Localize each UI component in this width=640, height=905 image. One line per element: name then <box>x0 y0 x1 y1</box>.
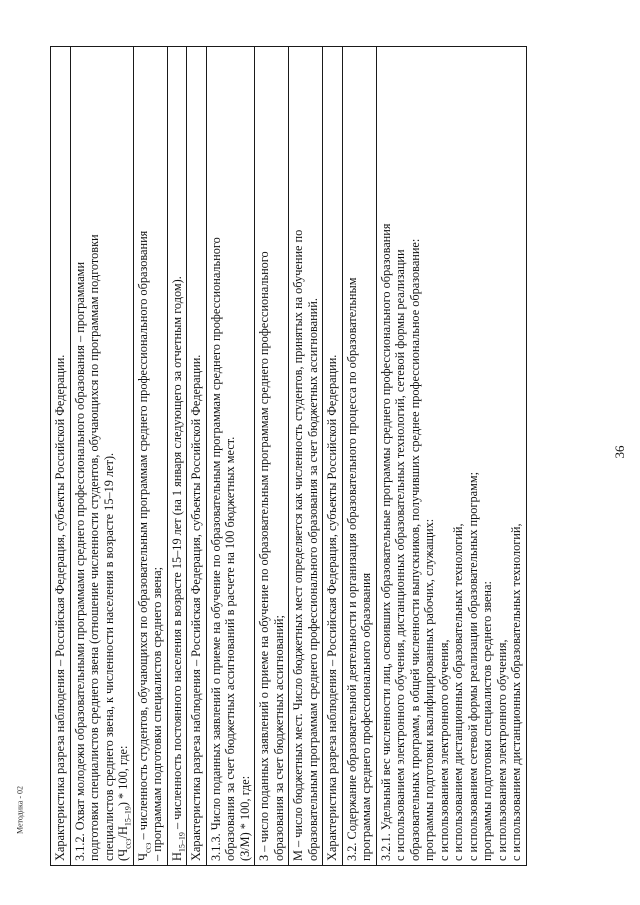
methodology-table <box>50 46 527 866</box>
cell-line: Характеристика разреза наблюдения – Российская Федерация, субъекты Российской Федерации. <box>53 354 67 861</box>
formula-part: /Н <box>116 826 130 839</box>
cell-line: образовательным программам среднего профессионального образования за счет бюджетных ассигнований. <box>305 298 320 861</box>
footer-label: Методика - 02 <box>15 785 25 835</box>
table-cell <box>323 47 343 866</box>
table-cell <box>70 47 133 866</box>
variable-subscript: 15–19 <box>176 832 186 853</box>
cell-line: образовательных программ, в общей численности выпускников, получивших среднее профессиональное образование: <box>407 238 422 861</box>
cell-line: программам среднего профессионального образования <box>359 572 373 861</box>
table-cell <box>255 47 289 866</box>
cell-line: З – число поданных заявлений о приеме на обучение по образовательным программам среднего профессионального <box>257 251 271 861</box>
cell-line: специалистов среднего звена, к численности населения в возрасте 15–19 лет). <box>101 452 116 861</box>
variable-symbol: Н <box>169 852 184 861</box>
cell-line: Характеристика разреза наблюдения – Российская Федерация, субъекты Российской Федерации. <box>189 354 203 861</box>
table-row <box>342 47 376 866</box>
cell-line: образования за счет бюджетных ассигнований в расчете на 100 бюджетных мест. <box>223 436 237 861</box>
table-cell <box>289 47 323 866</box>
cell-line: с использованием сетевой формы реализации образовательных программ; <box>465 471 480 861</box>
formula-subscript: 15–19 <box>123 806 133 827</box>
cell-line: образования за счет бюджетных ассигнований; <box>271 615 286 861</box>
cell-line: 3.1.3. Число поданных заявлений о приеме на обучение по образовательным программам среднего профессионального <box>208 237 223 861</box>
table-cell <box>342 47 376 866</box>
table-row <box>133 47 167 866</box>
cell-line: Характеристика разреза наблюдения – Российская Федерация, субъекты Российской Федерации. <box>325 354 339 861</box>
formula-line <box>116 51 131 861</box>
cell-line: (З/М) * 100, где: <box>237 775 252 861</box>
cell-text: – численность студентов, обучающихся по образовательным программам среднего профессионального образования <box>135 230 150 840</box>
table-row <box>323 47 343 866</box>
formula-subscript: ссз <box>123 838 133 849</box>
table-cell <box>133 47 167 866</box>
cell-line: М – число бюджетных мест. Число бюджетных мест определяется как численность студентов, принятых на обучение по <box>291 229 305 861</box>
cell-line: – программам подготовки специалистов среднего звена; <box>150 567 164 861</box>
table-cell <box>187 47 207 866</box>
formula-part: ) * 100, где: <box>116 745 130 807</box>
cell-line <box>136 51 151 861</box>
cell-line: программы подготовки квалифицированных рабочих, служащих: <box>422 518 436 861</box>
rotated-table-container <box>50 46 590 866</box>
table-row <box>289 47 323 866</box>
cell-line: 3.1.2. Охват молодежи образовательными программами среднего профессионального образования – программами <box>72 261 87 861</box>
table-row <box>376 47 526 866</box>
table-cell <box>51 47 71 866</box>
table-row <box>167 47 187 866</box>
cell-text: – численность постоянного населения в возрасте 15–19 лет (на 1 января следующего за отчетным годом). <box>169 276 184 830</box>
table-row <box>70 47 133 866</box>
page-number: 36 <box>612 445 627 459</box>
table-cell <box>167 47 187 866</box>
cell-line: 3.2. Содержание образовательной деятельности и организация образовательного процесса по образовательным <box>344 277 359 861</box>
table-row <box>206 47 255 866</box>
table-cell <box>376 47 526 866</box>
cell-line: с использованием дистанционных образовательных технологий, <box>509 523 523 861</box>
cell-line: с использованием электронного обучения, дистанционных образовательных технологий, сетевой формы реализации <box>393 249 407 861</box>
variable-symbol: Ч <box>135 853 150 861</box>
cell-line: с использованием дистанционных образовательных технологий, <box>451 523 465 861</box>
formula-part: (Ч <box>116 848 130 861</box>
table-row <box>187 47 207 866</box>
table-row <box>255 47 289 866</box>
variable-subscript: ссз <box>142 842 152 853</box>
cell-line: с использованием электронного обучения, <box>494 639 509 861</box>
table-row <box>51 47 71 866</box>
cell-line: с использованием электронного обучения, <box>436 639 451 861</box>
table-cell <box>206 47 255 866</box>
cell-line: программы подготовки специалистов среднего звена: <box>480 581 494 861</box>
cell-line <box>170 51 185 861</box>
cell-line: 3.2.1. Удельный вес численности лиц, освоивших образовательные программы среднего профессионального образования <box>378 223 393 861</box>
cell-line: подготовки специалистов среднего звена (отношение численности студентов, обучающихся по программам подготовки <box>87 234 101 861</box>
